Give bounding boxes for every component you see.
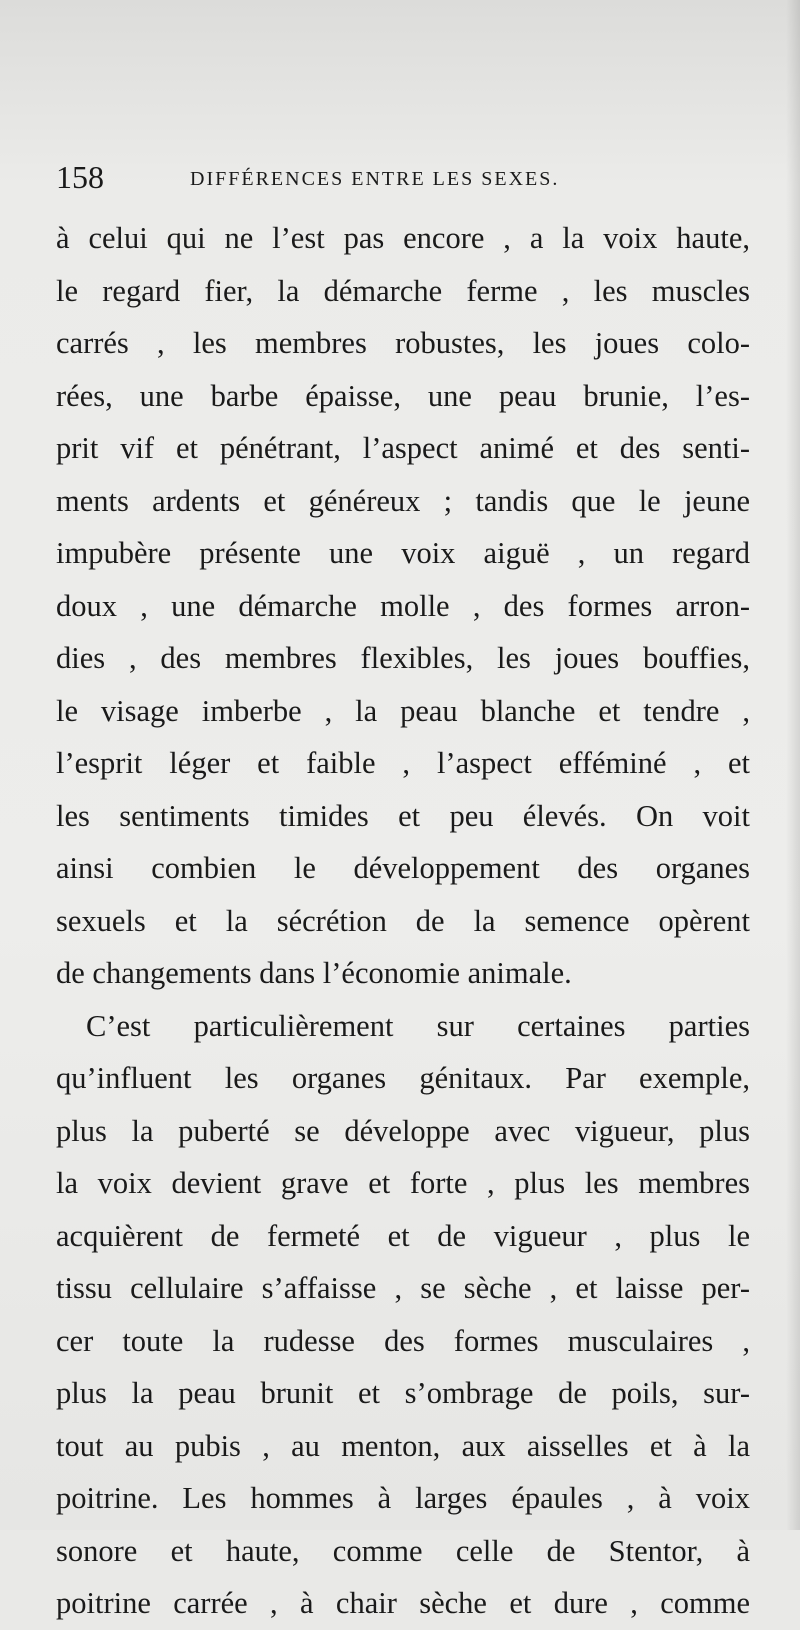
text-line: poitrine carrée , à chair sèche et dure , comme (56, 1586, 750, 1620)
text-line: cer toute la rudesse des formes musculaires , (56, 1323, 750, 1358)
text-line: tissu cellulaire s’affaisse , se sèche , et laisse per- (56, 1271, 750, 1305)
paragraph-last-line: de changements dans l’économie animale. (56, 956, 572, 990)
page-header (56, 152, 746, 202)
text-line: tout au pubis , au menton, aux aisselles et à la (56, 1428, 750, 1463)
text-line: qu’influent les organes génitaux. Par exemple, (56, 1061, 750, 1095)
text-line: le visage imberbe , la peau blanche et tendre , (56, 693, 750, 728)
text-line: la voix devient grave et forte , plus les membres (56, 1166, 750, 1200)
text-line: à celui qui ne l’est pas encore , a la voix haute, (56, 221, 750, 255)
body-text (56, 212, 750, 1630)
text-line: dies , des membres flexibles, les joues bouffies, (56, 641, 750, 675)
page-edge-shadow (786, 0, 800, 1530)
text-line: ments ardents et généreux ; tandis que le jeune (56, 483, 750, 518)
text-line: poitrine. Les hommes à larges épaules , à voix (56, 1481, 750, 1515)
text-line: impubère présente une voix aiguë , un regard (56, 536, 750, 570)
text-line: les sentiments timides et peu élevés. On voit (56, 798, 750, 833)
running-title: DIFFÉRENCES ENTRE LES SEXES. (190, 168, 560, 190)
text-line: plus la peau brunit et s’ombrage de poils, sur- (56, 1376, 750, 1410)
text-line: sexuels et la sécrétion de la semence opèrent (56, 903, 750, 938)
text-line: doux , une démarche molle , des formes arron- (56, 588, 750, 623)
text-line: carrés , les membres robustes, les joues colo- (56, 326, 750, 360)
paragraph-first-line: C’est particulièrement sur certaines parties (86, 1008, 750, 1043)
text-line: le regard fier, la démarche ferme , les muscles (56, 273, 750, 308)
text-line: ainsi combien le développement des organes (56, 851, 750, 885)
text-line: sonore et haute, comme celle de Stentor, à (56, 1533, 750, 1568)
text-line: prit vif et pénétrant, l’aspect animé et des senti- (56, 431, 750, 465)
text-line: l’esprit léger et faible , l’aspect efféminé , et (56, 746, 750, 780)
text-line: plus la puberté se développe avec vigueur, plus (56, 1113, 750, 1148)
text-line: rées, une barbe épaisse, une peau brunie, l’es- (56, 378, 750, 413)
page-number: 158 (56, 159, 104, 195)
text-line: acquièrent de fermeté et de vigueur , plus le (56, 1218, 750, 1253)
